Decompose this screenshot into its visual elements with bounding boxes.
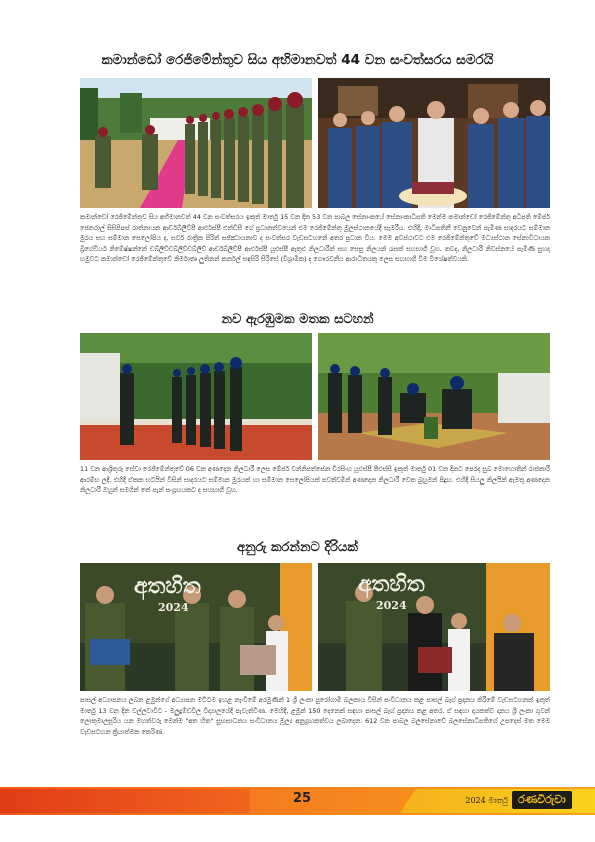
section-2-title: නව ඇරඹුමක මතක සටහන් xyxy=(221,312,374,327)
page-number: 25 xyxy=(292,791,312,806)
banner-year-left: 2024 xyxy=(158,601,189,614)
footer-left-band xyxy=(0,789,250,813)
photo-guard-inspection xyxy=(80,78,312,208)
section-3-title: අනුරු කරන්නට දිරියක් xyxy=(237,540,358,555)
section-2-body: 11 වන ආශ්‍රිතුරු සේවා රෙජිමේන්තුවේ 06 වන අණදෙන නිලධාරී ලෙස මේජර් වන්නිපත්සේන විරසිංහ යූඑස්පී පීඑස්සී ඉකුත් මාර්තු 01 වන දිනට පෙරදා සුබ මොහොතින් රාජකාරී ආරම්භ ලදී. එහිදී ඒකක භටයින් විසින් සාදරයට සම්මාන මුරයක් හා සම්මාන සෙලෝපියක් පවත්වමින් අණදෙන නිලධාරී වෙත බුහුමන් පිදූහ. එහිදී සියලු නිලයින් ඇමතූ අණදෙන නිලධාරී ඔහුන් සමගින් තේ පැන් සංග්‍රහයකට ද සහභාගී වූහ. xyxy=(80,465,550,494)
issue-date: 2024 මාර්තු xyxy=(465,796,508,805)
photo-cake-cutting xyxy=(318,78,550,208)
banner-title-left: අතහිත xyxy=(134,573,201,599)
section-3-body: පාසල් අධ්‍යාපනය ලබන ළමුන්ගේ අධ්‍යාපන මට්ටම ඉහළ නැංවීමේ අරමුණින් 1 ශ්‍රී ලංකා පුරෝගාමී බලකාය විසින් සංවිධානය කළ පාසල් බෑග් ප්‍රදානය කිරීමේ වැඩසටහනක් ඉකුත් මාර්තු 13 වන දින වල්ලවාවිට - මලුදුම්ඩවිල විද්‍යාලයේදී පැවැත්විණ. මෙහිදී, ළමුන් 150 දෙනෙක් සඳහා පාසල් බෑග් ප්‍රදානය කළ අතර, ඒ සඳහා දායකත්ව දානය ශ්‍රී ලංකා ගුවන් ලොකුමාලඝූරිය යන මහත්වරු මෙන්ම "අත හිත" සුභසාධනය සංවිධානය මූල්‍ය අනුග්‍රහකත්වය ලබාදෙන. 612 වන පාබල බලසේනාවේ බලසේනාධිපතිගේ උපදෙස් මත මෙම වැඩසටහන ක්‍රියාත්මක කෙරිණ. xyxy=(80,696,550,736)
banner-title-right: අතහිත xyxy=(358,571,425,597)
photo-guard-of-honour xyxy=(80,333,312,460)
photo-bag-donation-right xyxy=(318,563,550,691)
photo-bag-donation-left xyxy=(80,563,312,691)
photo-tree-planting xyxy=(318,333,550,460)
banner-year-right: 2024 xyxy=(376,599,407,612)
section-1-title: කමාන්ඩෝ රෙජිමේන්තුව සිය අභිමානවත් 44 වන සංවත්සරය සමරයි xyxy=(101,52,494,68)
masthead-logo: රණවිරුවා xyxy=(512,791,572,809)
section-1-body: කමාන්ඩෝ රෙජිමේන්තුව සිය අභිමානවත් 44 වන සංවත්සරය ඉකුත් මාර්තු 15 වන දින 53 වන පාබල සේනාංකයේ සේනාංකාධිපති මෙන්ම කමාන්ඩෝ රෙජිමේන්තු අධිපති මේජර් ජෙනරාල් සිසිපිපස් රාත්නායක ආර්ඩබ්ලිව්පී ආර්එස්පී එන්ඩිසී ගේ ප්‍රධානත්වයෙන් එම රෙජිමේන්තු මූලස්ථානයේදී සැමරීය. එහිදී, මාධිපතිනී වෙනුවෙන් පැමිණ සාදරයට සම්මාන මුරය සහ සම්මාන සෙලෝපිය ද, සර්ව රාත්‍රික පිරිත් සජ්ඣායනාව ද සංවත්සර වැඩසටහනේ අතර ප්‍රධාන විය. මෙම අවස්ථාවට එම රෙජිමේන්තුවේ මධ්‍යස්ථාන සේනාවිධායක බ්‍රිගේඩියර් නිමේෂ්ෂන්නේ ඩබ්ලිව්ඩබ්ලිව්ඩබ්ලිව් ආර්ඩබ්ලිව්පී ආර්එස්පී යූඑස්පී ඇතුළු නිලධාරීන් සහ සෙසු නිලයන් රැසක් සහභාගී වූහ. තවද, නිලධාරී නිවස්නයේ පැමිණි සුහද හමුවට කමාන්ඩෝ රෙජිමේන්තුවේ නිර්මාතෘ ලුතිනන් කර්නල් සඳසිරි සිරිසේ (විශ්‍රාමික) ද ගෞරවනීය ආරාධිතයකු ලෙස සහභාගී වීම විශේෂත්වයකි. xyxy=(80,213,550,263)
